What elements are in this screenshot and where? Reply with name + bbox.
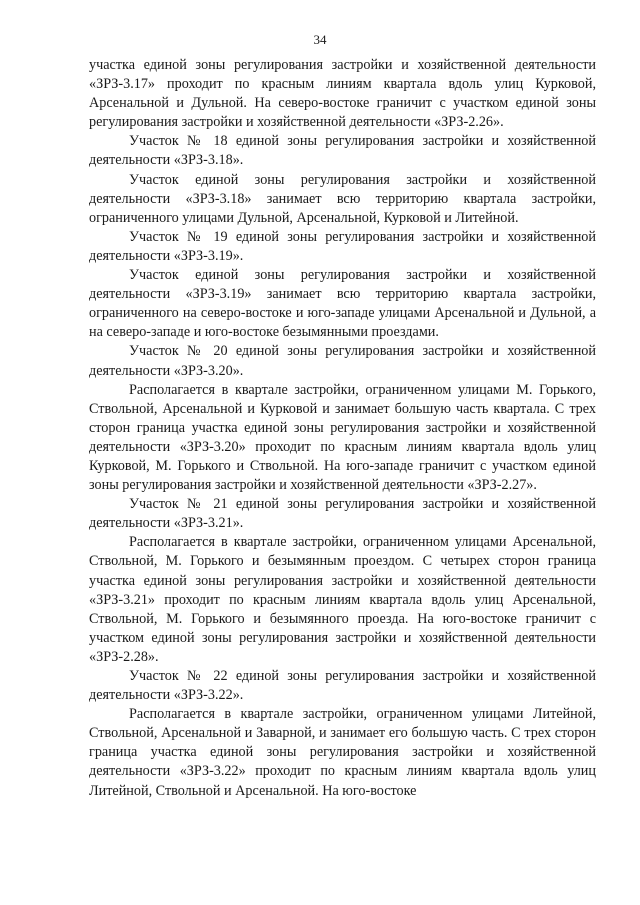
page-number: 34 (313, 32, 327, 47)
paragraph: Располагается в квартале застройки, ограниченном улицами Литейной, Ствольной, Арсенальной и Заварной, и занимает его большую часть. С трех сторон граница участка единой зоны регулирования застройки и хозяйственной деятельности «ЗРЗ-3.22» проходит по красным линиям квартала вдоль улиц Литейной, Ствольной и Арсенальной. На юго-востоке (89, 706, 596, 799)
paragraph: Располагается в квартале застройки, ограниченном улицами М. Горького, Ствольной, Арсенальной и Курковой и занимает большую часть квартала. С трех сторон граница участка единой зоны регулирования застройки и хозяйственной деятельности «ЗРЗ-3.20» проходит по красным линиям квартала вдоль улиц Курковой, М. Горького и Ствольной. На юго-западе граничит с участком единой зоны регулирования застройки и хозяйственной деятельности «ЗРЗ-2.27». (89, 381, 596, 494)
paragraph: Участок № 18 единой зоны регулирования застройки и хозяйственной деятельности «ЗРЗ-3.18». (89, 133, 596, 169)
paragraph: Участок единой зоны регулирования застройки и хозяйственной деятельности «ЗРЗ-3.18» занимает всю территорию квартала застройки, ограниченного улицами Дульной, Арсенальной, Курковой и Литейной. (89, 171, 596, 226)
paragraph: Участок единой зоны регулирования застройки и хозяйственной деятельности «ЗРЗ-3.19» занимает всю территорию квартала застройки, ограниченного на северо-востоке и юго-западе улицами Арсенальной и Дульной, а на северо-западе и юго-востоке безымянными проездами. (89, 267, 596, 341)
paragraph: Участок № 21 единой зоны регулирования застройки и хозяйственной деятельности «ЗРЗ-3.21». (89, 496, 596, 532)
document-body (89, 56, 596, 801)
paragraph: участка единой зоны регулирования застройки и хозяйственной деятельности «ЗРЗ-3.17» проходит по красным линиям квартала вдоль улиц Курковой, Арсенальной и Дульной. На северо-востоке граничит с участком единой зоны регулирования застройки и хозяйственной деятельности «ЗРЗ-2.26». (89, 57, 596, 131)
paragraph: Участок № 19 единой зоны регулирования застройки и хозяйственной деятельности «ЗРЗ-3.19». (89, 228, 596, 264)
paragraph: Участок № 22 единой зоны регулирования застройки и хозяйственной деятельности «ЗРЗ-3.22». (89, 668, 596, 704)
paragraph: Располагается в квартале застройки, ограниченном улицами Арсенальной, Ствольной, М. Горького и безымянным проездом. С четырех сторон граница участка единой зоны регулирования застройки и хозяйственной деятельности «ЗРЗ-3.21» проходит по красным линиям квартала вдоль улиц Арсенальной, Ствольной, М. Горького и безымянного проезда. На юго-востоке граничит с участком единой зоны регулирования застройки и хозяйственной деятельности «ЗРЗ-2.28». (89, 534, 596, 665)
paragraph: Участок № 20 единой зоны регулирования застройки и хозяйственной деятельности «ЗРЗ-3.20». (89, 343, 596, 379)
